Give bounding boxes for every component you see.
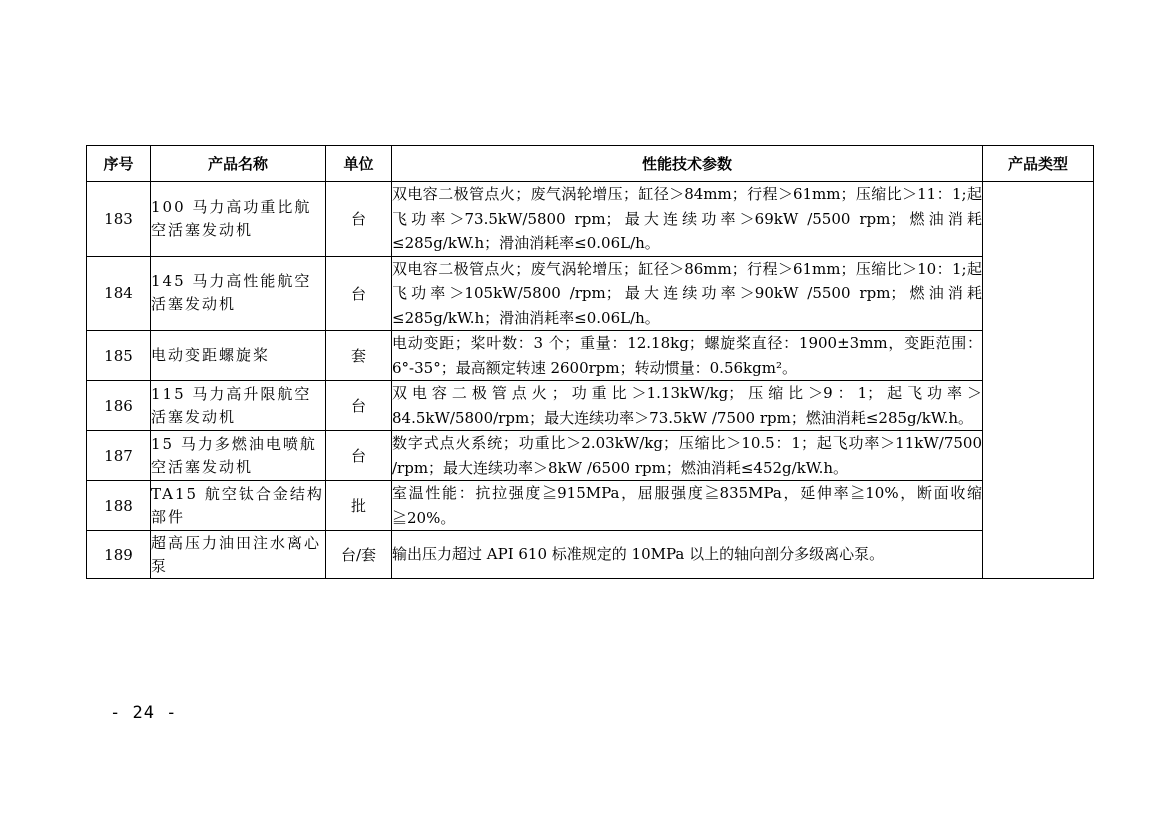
table-row <box>87 331 1094 381</box>
row-spec: 双电容二极管点火；废气涡轮增压；缸径＞86mm；行程＞61mm；压缩比＞10：1;起飞功率＞105kW/5800 /rpm；最大连续功率＞90kW /5500 rpm；燃油消耗≤285g/kW.h；滑油消耗率≤0.06L/h。 <box>392 256 983 331</box>
table-header-row <box>87 146 1094 182</box>
row-no: 186 <box>87 381 151 431</box>
row-product-name: TA15 航空钛合金结构部件 <box>151 481 326 531</box>
row-spec: 室温性能：抗拉强度≧915MPa，屈服强度≧835MPa，延伸率≧10%，断面收缩≧20%。 <box>392 481 983 531</box>
row-no: 185 <box>87 331 151 381</box>
row-product-name: 145 马力高性能航空活塞发动机 <box>151 256 326 331</box>
row-unit: 台 <box>326 182 392 257</box>
row-spec: 双电容二极管点火；废气涡轮增压；缸径＞84mm；行程＞61mm；压缩比＞11：1;起飞功率＞73.5kW/5800 rpm；最大连续功率＞69kW /5500 rpm；燃油消耗≤285g/kW.h；滑油消耗率≤0.06L/h。 <box>392 182 983 257</box>
row-no: 189 <box>87 531 151 579</box>
row-unit: 批 <box>326 481 392 531</box>
row-product-name: 电动变距螺旋桨 <box>151 331 326 381</box>
table-row <box>87 531 1094 579</box>
row-product-name: 100 马力高功重比航空活塞发动机 <box>151 182 326 257</box>
table-row <box>87 381 1094 431</box>
row-spec: 数字式点火系统；功重比＞2.03kW/kg；压缩比＞10.5：1；起飞功率＞11kW/7500 /rpm；最大连续功率＞8kW /6500 rpm；燃油消耗≤452g/kW.h。 <box>392 431 983 481</box>
row-product-name: 15 马力多燃油电喷航空活塞发动机 <box>151 431 326 481</box>
page-number: - 24 - <box>110 703 178 723</box>
row-spec: 电动变距；桨叶数：3 个；重量：12.18kg；螺旋桨直径：1900±3mm，变距范围：6°-35°；最高额定转速 2600rpm；转动惯量：0.56kgm²。 <box>392 331 983 381</box>
header-product-type: 产品类型 <box>983 146 1094 182</box>
row-product-name: 115 马力高升限航空活塞发动机 <box>151 381 326 431</box>
row-no: 188 <box>87 481 151 531</box>
row-spec: 双电容二极管点火；功重比＞1.13kW/kg；压缩比＞9：1；起飞功率＞84.5kW/5800/rpm；最大连续功率＞73.5kW /7500 rpm；燃油消耗≤285g/kW.h。 <box>392 381 983 431</box>
table-row <box>87 256 1094 331</box>
row-unit: 套 <box>326 331 392 381</box>
product-spec-table <box>86 145 1094 579</box>
row-product-name: 超高压力油田注水离心泵 <box>151 531 326 579</box>
row-no: 187 <box>87 431 151 481</box>
header-product-name: 产品名称 <box>151 146 326 182</box>
row-unit: 台/套 <box>326 531 392 579</box>
product-type-cell <box>983 182 1094 579</box>
table-row <box>87 182 1094 257</box>
row-no: 183 <box>87 182 151 257</box>
header-spec: 性能技术参数 <box>392 146 983 182</box>
row-spec: 输出压力超过 API 610 标准规定的 10MPa 以上的轴向剖分多级离心泵。 <box>392 531 983 579</box>
table-row <box>87 481 1094 531</box>
row-unit: 台 <box>326 381 392 431</box>
table-row <box>87 431 1094 481</box>
row-no: 184 <box>87 256 151 331</box>
header-no: 序号 <box>87 146 151 182</box>
header-unit: 单位 <box>326 146 392 182</box>
row-unit: 台 <box>326 431 392 481</box>
row-unit: 台 <box>326 256 392 331</box>
